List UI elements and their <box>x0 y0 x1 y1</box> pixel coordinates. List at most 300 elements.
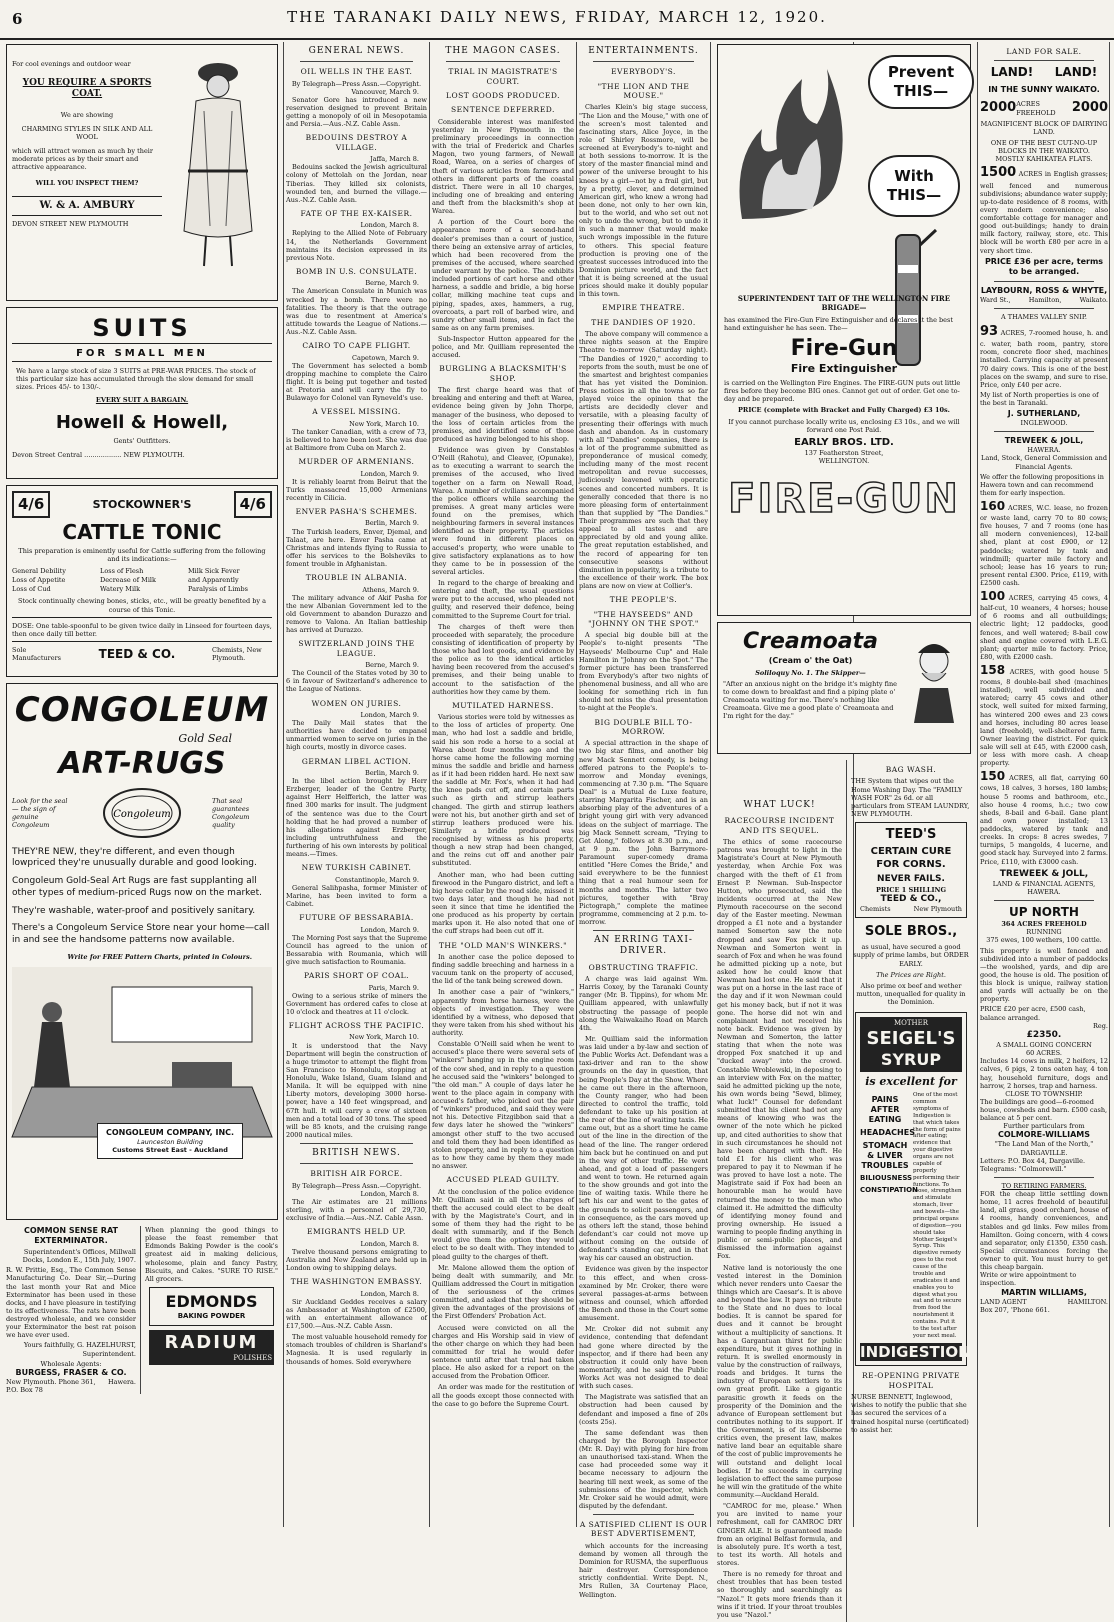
news-text: In the libel action brought by Herr Erzberger, leader of the Centre Party, against Herr Helfferich, the latter was fined 300 marks for insult. The judgment of the sentence was due to the Court holding that he had proved a number of his allegations against Erzberger, including untruthfulness and the furthering of his own interests by political means.—Times. <box>286 777 427 859</box>
brand-name: Fire-Gun <box>790 335 898 361</box>
article-subhead: BIG DOUBLE BILL TO-MORROW. <box>594 717 693 736</box>
ad-heading: YOU REQUIRE A SPORTS COAT. <box>22 78 152 100</box>
firm-address: Box 207, 'Phone 661. <box>980 1305 1050 1314</box>
firm-address: Letters: P.O. Box 44, Dargaville. <box>980 1156 1086 1165</box>
symptom: Loss of Appetite <box>12 576 66 585</box>
brand-sub: (Cream o' the Oat) <box>768 655 853 665</box>
ad-price: PRICE (complete with Bracket and Fully Charged) £3 10s. <box>738 406 950 415</box>
edmonds-radium-ad <box>141 1226 278 1394</box>
firm-city: HAWERA. <box>1027 446 1061 455</box>
brand-sub: MOTHER <box>893 1019 929 1028</box>
property-item <box>980 589 1108 661</box>
firm-sub: "The Land Man of the North," <box>994 1140 1094 1149</box>
article-subhead: LOST GOODS PRODUCED. <box>446 91 560 100</box>
news-dateline: London, March 8. <box>360 1289 419 1298</box>
news-dateline: London, March 8. <box>360 1239 419 1248</box>
ad-body: R. W. Prittie, Esq., The Common Sense Manufacturing Co. Dear Sir,—During the last month your Rat and Mice Exterminator has been used in these docks, and I have pleasure in testifying to its effectiveness. The rats have been destroyed wholesale, and we consider your Exterminator the best rat poison we have ever used. <box>6 1266 136 1340</box>
column-1-ads <box>2 42 282 1527</box>
firm-city: DARGAVILLE. <box>1020 1148 1068 1157</box>
ad-paragraph: They're washable, water-proof and positively sanitary. <box>12 905 256 916</box>
ad-body: ACRES in English grasses; well fenced and numerous subdivisions; abundance water supply; up-to-date residence of 8 rooms, with every modern convenience; also comfortable cottage for manager and good out-buildings; handy to drain milk factory, railway, store, etc. This block will be worth £80 per acre in a very short time. <box>980 170 1108 255</box>
article-subhead: "THE LION AND THE MOUSE." <box>597 81 690 100</box>
news-text: The Council of the States voted by 30 to 6 in favour of Switzerland's adherence to the League of Nations. <box>286 669 427 694</box>
news-text: Bedouins sacked the Jewish agricultural colony of Mettolah on the Jordan, near Tiberias. They killed six colonists, wounded ten, and burned the village.—Aus.-N.Z. Cable Assn. <box>286 163 427 204</box>
property-desc: ACRES, with good house 5 rooms, 8 double-bail shed (machines installed), well subdivided and watered; carry 45 cows and other stock, well suited for mixed farming, has wintered 200 ewes and 23 cows and horses, including 80 acres lease land (freehold), well-sheltered farm. Owner leaving the district. For quick sale will sell at £45, with £2000 cash, or less with more cash. A cheap property. <box>980 668 1108 768</box>
brand-name: CONGOLEUM <box>14 690 270 730</box>
firm-name: TEED & CO., <box>880 893 942 904</box>
news-text: Senator Gore has introduced a new reservation designed to prevent Britain getting a monopoly of oil in Mesopotamia and Persia.—Aus.-N.Z. Cable Assn. <box>286 95 427 129</box>
paragraph: At the conclusion of the police evidence Mr. Quilliam said in all the charges of theft the accused could elect to be dealt with by the Magistrate's Court, and in some of them they had the right to be dealt with summarily, and if the Bench would give them the option they would elect to be so dealt with. They intended to plead guilty to the charges of theft. <box>432 1187 574 1261</box>
firm-name: BURGESS, FRASER & CO. <box>15 1367 127 1377</box>
news-dateline: Athens, March 9. <box>362 585 419 594</box>
acreage: 1500 <box>980 165 1017 181</box>
paragraph: A special big double bill at the People's to-night presents "The Hayseeds' Melbourne Cup" and Hale Hamilton in "Johnny on the Spot." The former picture has been transferred from Everybody's after two nights of phenomenal business, and all who are looking for something rich in fun should not miss the dual presentation to-night at the People's. <box>579 631 708 713</box>
paragraph: An order was made for the restitution of all the goods except those connected with the case to go before the Supreme Court. <box>432 1383 574 1408</box>
ailment: STOMACH & LIVER TROUBLES <box>861 1141 909 1171</box>
news-byline: By Telegraph—Press Assn.—Copyright. <box>291 1181 422 1190</box>
news-dateline: London, March 9. <box>360 925 419 934</box>
ad-body: When planning the good things to please the feast remember that Edmonds Baking Powder is the cook's greatest aid in making delicious, wholesome, plain and fancy Pastry, Biscuits, and Cakes. "SURE TO RISE." All grocers. <box>145 1226 278 1283</box>
firm-city: HAWERA. <box>1027 888 1061 896</box>
news-headline: WOMEN ON JURIES. <box>311 698 402 708</box>
news-dateline: Constantinople, March 9. <box>335 875 419 884</box>
news-dateline: London, March 9. <box>360 469 419 478</box>
acreage: 2000 <box>1071 100 1108 116</box>
ad-subtitle: STOCKOWNER'S <box>92 497 192 511</box>
ad-line: ACRES FREEHOLD <box>1016 100 1056 117</box>
ad-title: COMMON SENSE RAT EXTERMINATOR. <box>24 1226 118 1245</box>
news-headline: CAIRO TO CAPE FLIGHT. <box>302 341 411 351</box>
property-desc: ACRES, carrying 45 cows, 4 half-cut, 10 weaners, 4 horses; house of 6 rooms and all outbuildings; electric light; 12 paddocks, good fences, and well watered; 8-bail cow shed and engine covered with L.E.G. plant; quarter mile to factory. Price, £80, with £2000 cash. <box>980 594 1108 661</box>
firm-sub: LAND & FINANCIAL AGENTS, <box>992 879 1096 888</box>
property-item <box>980 499 1108 587</box>
ailment: HEADACHES <box>860 1128 915 1138</box>
ad-price: PRICE £36 per acre, terms to be arranged. <box>984 256 1104 276</box>
ailment: PAINS AFTER EATING <box>868 1095 902 1125</box>
page-number: 6 <box>12 10 23 28</box>
news-dateline: Capetown, March 9. <box>352 353 419 362</box>
paragraph: Sub-Inspector Hutton appeared for the police, and Mr. Quilliam represented the accused. <box>432 335 574 360</box>
article-subhead: ACCUSED PLEAD GUILTY. <box>446 1175 560 1185</box>
symptom: Paralysis of Limbs <box>188 585 248 594</box>
acreage: 100 <box>980 589 1006 604</box>
ad-line: That seal guarantees Congoleum quality <box>212 796 250 829</box>
paragraph: A special attraction in the shape of two big star films, and another big new Mack Sennett comedy, is being offered patrons to the People's to-morrow and Monday evenings, commencing at 7.30 p.m. "The Square Deal" is a Mutual de Luxe feature, starring Margarita Fischer, and is an absorbing play of the adventures of a bright young girl with very advanced ideas on the subject of marriage. The big Mack Sennett scream, "Trying to Get Along," follows at 8.30 p.m., and at 9 p.m. the John Barrymore-Paramount super-comedy drama entitled "Here Comes the Bride," and said everywhere to be the funniest thing that a real humour seen for months and months. The latter two pictures, together with "Bray Pictograph," complete the matinee programme, commencing at 2 p.m. to-morrow. <box>579 739 708 926</box>
ad-body: If you cannot purchase locally write us, enclosing £3 10s., and we will forward one Post Paid. <box>728 417 960 434</box>
seigels-syrup-ad <box>855 1012 971 1366</box>
firm-name: J. SUTHERLAND, <box>1007 409 1081 419</box>
suits-ad <box>6 307 278 479</box>
ad-body: This property is well fenced and subdivided into a number of paddocks—the woolshed, yards, and dip are good, the house is old. The position of this block is unique, railway station and yards will actually be on the property. <box>980 946 1108 1004</box>
ad-paragraph: THEY'RE NEW, they're different, and even though lowpriced they're unusually durable and good looking. <box>12 846 257 869</box>
paragraph: Constable O'Neill said when he went to accused's place there were several sets of "winkers" hanging up in the engine room of the cow shed, and in reply to a question he accused said the "winkers" belonged to "the old man." A couple of days later he went to the place again in company with accused's father, who picked out the pair of "winkers" produced, and said they were not his. Detective Fitzgibbon said that a few days later he showed the "winkers" amongst other stuff to the two accused and told them they had been identified as stolen property, and in reply to a question as to how they came by them they made no answer. <box>432 1040 574 1170</box>
news-text: The most valuable household remedy for stomach troubles of children is Sharland's Magnesia. It is used regularly in thousands of homes. Sold everywhere <box>286 1333 427 1366</box>
ad-line: RUNNING <box>1026 928 1062 937</box>
acreage: 150 <box>980 769 1006 784</box>
symptom: and Apparently <box>188 576 239 585</box>
article-subhead: THE "OLD MAN'S WINKERS." <box>438 940 568 950</box>
company-building: Launceston Building <box>137 1137 203 1146</box>
ad-line: Write for FREE Pattern Charts, printed in Colours. <box>67 952 252 961</box>
symptom: Decrease of Milk <box>100 576 156 585</box>
ad-line: ONE OF THE BEST CUT-NO-UP BLOCKS IN THE WAIKATO. <box>990 138 1098 155</box>
firm-name: TREWEEK & JOLL, <box>999 868 1089 879</box>
firm-address: Devon Street Central .................. NEW PLYMOUTH. <box>12 450 185 459</box>
paragraph: In another case the police deposed to finding saddle breeching and harness in a vacuum tank on the property of accused, the lid of the tank being screwed down. <box>432 952 574 986</box>
congoleum-company-box <box>97 1123 243 1159</box>
firm-city: Hamilton, <box>1028 295 1062 304</box>
news-headline: ENVER PASHA'S SCHEMES. <box>295 507 418 516</box>
firm-sub: Gents' Outfitters. <box>113 436 171 445</box>
ad-heading: A THAMES VALLEY SNIP. <box>1001 312 1087 321</box>
paragraph: Mr. Quilliam said the information was laid under a by-law and section of the Public Works Act. Defendant was a taxi-driver and ran to the show grounds on the day in question, that being People's Day at the Show. Where he came out there in the afternoon, the County ranger, who had been directed to control the traffic, told defendant to take up his position at the rear of the line of waiting taxis. He came out, but as a short time he came out of the line in the direction of the head of the line. The ranger ordered him back but he continued on and put in the way of other traffic. He went ahead, and got a load of passengers and went to town. He returned again to the show grounds and got into the line of waiting taxis. While there he left his car and went to the gates of the grounds to solicit passengers, and in consequence, as the cars moved up as others left the stand, those behind defendant's car could not move up without coming on the outside of defendant's standing car, and in that way his car caused an obstruction. <box>579 1034 708 1263</box>
fire-gun-ad <box>717 44 971 616</box>
news-text: The Air estimates are 21 millions sterling, with a personnel of 29,730, exclusive of India.—Aus.-N.Z. Cable Assn. <box>286 1197 427 1223</box>
section-title: GENERAL NEWS. <box>308 46 405 56</box>
paragraph: The above company will commence a three nights season at the Empire Theatre to-morrow (Saturday night). "The Dandies of 1920," according to reports from the south, must be one of the smartest and brightest companies that has yet visited the Dominion. Press notices in all the towns so far played voice the opinion that the artists are decidedly clever and versatile, with a pleasing faculty of presenting their offerings with much dash and abandon. As in customary with all "Dandies" companies, there is a lot of the programme submitted as preponderance of musical comedy, including many of the most recent metropolitan and revue successes, judiciously leavened with operatic scenes and concerted numbers. It is generally conceded that there is no more pleasing form of entertainment than that supplied by "The Dandies." Their programmes are such that they appeal to all tastes and are appreciated by old and young alike. The great reputation established, and the record of appearing for ten consecutive seasons without diminution in popularity, is a tribute to the excellence of their work. The box plans are now on view at Collier's. <box>579 330 708 590</box>
paragraph: Evidence was given by the inspector to this effect, and when cross-examined by Mr. Croker, there were several passages-at-arms between witness and counsel, which afforded the Bench and those in the Court some amusement. <box>579 1265 708 1323</box>
ad-body: THE System that wipes out the Home Washing Day. The "FAMILY WASH FOR" 2s 6d. or all particulars from STEAM LAUNDRY, NEW PLYMOUTH. <box>851 777 970 818</box>
paragraph: Considerable interest was manifested yesterday in New Plymouth in the preliminary proceedings in connection with the trial of Frederick and Charles Magon, two young farmers, of Newall Road, Warea, on a series of charges of theft of various articles from farmers and others in different parts of the coastal district. There were in all 10 charges, including one of breaking and entering and theft from the blacksmith's shop at Warea. <box>432 117 574 216</box>
ad-body: has examined the Fire-Gun Fire Extinguisher and declares it the best hand extinguisher he has seen. The— <box>724 315 953 332</box>
paragraph: Mr. Croker did not submit any evidence, contending that defendant had gone where directed by the inspector, and if there had been any obstruction it could only have been momentarily, and he said the Public Works Act was not designed to deal with such cases. <box>579 1325 708 1391</box>
ad-signature: Yours faithfully, G. HAZELHURST, Superintendent. <box>23 1341 136 1358</box>
ad-paragraph: Congoleum Gold-Seal Art Rugs are fast supplanting all other types of medium-priced Rugs now on the market. <box>12 876 262 898</box>
firm-address: New Plymouth. Phone 361, P.O. Box 78 <box>6 1377 96 1394</box>
news-dateline: London, March 8. <box>360 1189 419 1198</box>
ailment-list <box>860 1092 918 1340</box>
paragraph: In another case a pair of "winkers," apparently from horse harness, were the objects of investigation. They were identified by a witness, who deposed that they were taken from his shed without his authority. <box>432 988 574 1037</box>
ad-price: PRICE £20 per acre, £500 cash, balance arranged. <box>980 1005 1086 1022</box>
news-dateline: Berne, March 9. <box>365 661 419 669</box>
ad-line: Reg. <box>1093 1021 1108 1030</box>
rat-exterminator-ad <box>6 1226 141 1394</box>
paragraph: Another man, who had been cutting firewood in the Pungaro district, and left a big horse collar by the road side, missed it two days later, and though he had not seen it since that time he identified the one produced as his property by certain marks upon it. He also noted that one of the cuff straps had been cut off it. <box>432 870 574 936</box>
news-headline: TROUBLE IN ALBANIA. <box>305 573 408 583</box>
ad-heading: A SMALL GOING CONCERN <box>996 1041 1092 1049</box>
paragraph: which accounts for the increasing demand by women all through the Dominion for RUSMA, the superfluous hair destroyer. Correspondence strictly confidential. Write Dept. N., Mrs Rullen, 3A Courtenay Place, Wellington. <box>579 1541 708 1599</box>
svg-text:Congoleum: Congoleum <box>113 808 171 820</box>
property-desc: ACRES, all flat, carrying 60 cows, 18 calves, 3 horses, 180 lambs; house 5 rooms and bathroom, etc., also house 4 rooms, h.c.; two cow sheds, 8-bail and 6-bail. Gane plant and own power installed; 13 paddocks, watered by tank and creeks. In crops: 8 acres swedes, 7 turnips, 5 mangolds, 4 lucerne, and good stack hay. Surveyed into 2 farms. Price, £110, with £3000 cash. <box>980 774 1108 866</box>
symptom-list <box>12 567 272 593</box>
ad-body: is carried on the Wellington Fire Engines. The FIRE-GUN puts out little fires before they become BIG ones. Cannot get out of order. Get one to-day and be prepared. <box>724 379 961 404</box>
news-dateline: Berne, March 9. <box>365 279 419 288</box>
article-title: THE MAGON CASES. <box>445 46 561 56</box>
ad-line: CHARMING STYLES IN SILK AND ALL WOOL <box>21 124 153 141</box>
paragraph: "CAMROC for me, please." When you are invited to name your refreshment, call for CAMROC DRY GINGER ALE. It is guaranteed made from an original Belfast formula, and is absolutely pure. It's worth a test, to test its worth. All hotels and stores. <box>717 1502 842 1567</box>
ad-heading: TO RETIRING FARMERS. <box>1001 1181 1087 1190</box>
firm-branch: Hawera. <box>107 1377 136 1386</box>
ad-body: NURSE BENNETT, Inglewood, wishes to notify the public that she has secured the services of a trained hospital nurse (certificated) to assist her. <box>851 1393 969 1434</box>
ad-line: CLOSE TO TOWNSHIP. <box>1005 1089 1083 1098</box>
news-dateline: London, March 9. <box>360 710 419 719</box>
ad-line: Soliloquy No. 1. The Skipper— <box>755 668 866 677</box>
paragraph: The first charge heard was that of breaking and entering and theft at Warea, evidence being given by John Thorpe, manager of the business, who deposed to the loss of certain articles from the premises, and identified some of those produced as having belonged to his shop. <box>432 386 574 443</box>
section-title: BRITISH NEWS. <box>312 1148 401 1158</box>
news-text: The Government has selected a bomb dropping machine to complete the Cairo flight. It is being put together and tested at Pretoria and will carry the fly to Bulawayo for Colonel van Ryneveld's use. <box>286 361 427 403</box>
ad-line: Write or wire appointment to inspection. <box>980 1271 1077 1288</box>
acreage: 160 <box>980 499 1006 513</box>
news-headline: BRITISH AIR FORCE. <box>310 1169 403 1179</box>
paragraph: A charge was laid against Wm. Harris Coxey, by the Taranaki County ranger (Mr. B. Tippins), for whom Mr. Quilliam appeared, with unlawfully obstructing the passage of people along the Waiwakaiho Road on March 4th. <box>579 975 708 1032</box>
article-subhead: EMPIRE THEATRE. <box>602 303 685 313</box>
paragraph: Charles Klein's big stage success, "The Lion and the Mouse," with one of the screen's most talented and fascinating stars, Alice Joyce, in the role of Shirley Rossmore, will be screened at Everybody's to-night and at both sessions to-morrow. It is the story of the master financial mind and power of the universe brought to his knees by a girl—not by a frail girl, but by a pretty, clever, and determined American girl, who knew a wrong had been done, not only to her own kin, but to the world, and who set out not only to undo the wrong, but to undo it in such a manner that would make such wrongs impossible in the future to others. This special feature production is proving one of the greatest successes introduced into the Dominion picture world, and the fact that it is being screened at the usual prices should make it doubly popular in this town. <box>579 103 708 299</box>
article-title: WHAT LUCK! <box>743 800 816 810</box>
article-subhead: EVERYBODY'S. <box>611 67 676 77</box>
symptom: General Debility <box>12 567 66 575</box>
ad-heading: RE-OPENING PRIVATE HOSPITAL <box>862 1371 960 1390</box>
paragraph: There is no remedy for throat and chest troubles that has been tested so thoroughly and searchingly as "Nazol." It gets more friends than it wins if it tried. If your throat troubles you use "Nazol." <box>717 1570 842 1619</box>
ad-line: NEVER FAILS. <box>877 874 945 885</box>
news-headline: PARIS SHORT OF COAL. <box>303 971 410 981</box>
ad-line: 364 ACRES FREEHOLD <box>1001 920 1087 929</box>
acreage: 2000 <box>980 100 1017 116</box>
ad-title: ART-RUGS <box>58 746 226 782</box>
article-subhead: THE DANDIES OF 1920. <box>591 317 696 327</box>
paragraph: Various stories were told by witnesses as to the loss of articles of property. One man, who had lost a saddle and bridle, said his son rode a horse to a social at Warea about four months ago and the horse came home the following morning minus the saddle and bridle and harness as if it had been ridden hard. He next saw the saddle at Mr. Fox's, when it had had the knee pads cut off, and certain parts such as girth and stirrup leathers changed. The girth and stirrup leathers were not his, but another girth and set of stirrup leathers produced were his. Similarly a bridle produced was recognised by witness as his property, though a new strap had been changed, and the reins cut off and another pair substituted. <box>432 713 574 868</box>
firm-name: MARTIN WILLIAMS, <box>1001 1287 1087 1297</box>
gold-seal-icon <box>102 787 182 839</box>
ad-line: MAGNIFICENT BLOCK OF DAIRYING LAND. <box>980 119 1108 136</box>
ad-paragraph: There's a Congoleum Service Store near your home—call in and see the handsome patterns now available. <box>12 923 270 945</box>
property-item <box>980 663 1108 767</box>
acreage: 93 <box>980 323 999 339</box>
acreage: 158 <box>980 663 1006 677</box>
ad-heading: LAND! <box>1054 65 1098 80</box>
news-headline: EMIGRANTS HELD UP. <box>307 1227 406 1237</box>
news-text: The tanker Canadian, with a crew of 73, is believed to have been lost. She was due at Baltimore from Cuba on March 2. <box>286 427 427 452</box>
ad-body: This preparation is eminently useful for Cattle suffering from the following and its indications:— <box>18 546 266 563</box>
radium-logo <box>149 1330 274 1365</box>
paragraph: The Magistrate was satisfied that an obstruction had been caused by defendant and imposed a fine of 20s (costs 25s). <box>579 1393 708 1426</box>
article-subhead: OBSTRUCTING TRAFFIC. <box>588 962 699 972</box>
ad-body: Stock continually chewing bones, sticks, etc., will be greatly benefited by a course of this Tonic. <box>12 597 272 617</box>
news-dateline: Jaffa, March 8. <box>370 155 419 164</box>
paragraph: A portion of the Court bore the appearance more of a second-hand dealer's premises than a court of justice, there being an extensive array of articles, which had been recovered from the premises of the accused, where searched under warrant by the police. The exhibits included portions of cart horse and other harness, a saddle and bridle, a big horse collar, milking machine teat cups and piping, spades, axes, hammers, a rug, overcoats, a part roll of barbed wire, and sundry other small items, and in fact the same as on any farm premises. <box>432 218 574 332</box>
article-subhead: SENTENCE DEFERRED. <box>451 105 555 115</box>
article-subhead: THE PEOPLE'S. <box>609 595 678 605</box>
brand-sub: BAKING POWDER <box>177 1311 246 1320</box>
brand-name: RADIUM <box>164 1331 259 1353</box>
firm-name: TREWEEK & JOLL, <box>1004 436 1084 446</box>
symptom: Loss of Cud <box>12 585 51 594</box>
ad-body: Includes 14 cows in milk, 2 heifers, 12 calves, 6 pigs, 2 tons oaten hay, 4 ton hay, household furniture, dogs and harrow, 2 horses, trap and harness. <box>980 1057 1108 1090</box>
firm-sub: Land, Stock, General Commission and Financial Agents. <box>981 454 1107 471</box>
firm-address: Chemists, New Plymouth. <box>211 645 262 662</box>
section-title: ENTERTAINMENTS. <box>588 46 699 56</box>
brand-name: SYRUP <box>880 1050 942 1070</box>
firm-city: WELLINGTON. <box>818 457 870 466</box>
ad-body: My list of North properties is one of the best in Taranaki. <box>980 390 1099 407</box>
ad-line: Sole Manufacturers <box>12 645 62 662</box>
news-headline: BOMB IN U.S. CONSULATE. <box>295 266 418 276</box>
ad-line: which will attract women as much by their moderate prices as by their smart and attractive appearance. <box>12 147 153 172</box>
firm-address: New Plymouth <box>913 904 962 913</box>
symptom: Watery Milk <box>100 585 141 594</box>
news-text: Replying to the Allied Note of February 14, the Netherlands Government maintains its decision expressed in its previous Note. <box>286 229 427 262</box>
ad-body: FOR the cheap little settling down home, 11 acres freehold of beautiful land, all grass, good orchard, house of 4 rooms, handy conveniences, and stables and gd links. Few miles from Hamilton. Going concern, with 4 cows and separator, only £1350, £350 cash. Special circumstances forcing the owner to quit. You must hurry to get this cheap bargain. <box>980 1190 1108 1272</box>
news-headline: NEW TURKISH CABINET. <box>301 863 412 873</box>
ad-body: The buildings are good—6-roomed house, cowsheds and barn. £500 cash, balance at 5 per cent. <box>980 1097 1108 1123</box>
ad-line: 60 ACRES. <box>1026 1049 1062 1058</box>
news-text: Owing to a serious strike of miners the Government has ordered cafes to close at 10 o'clock and theatres at 11 o'clock. <box>286 991 427 1016</box>
firm-name: LAYBOURN, ROSS & WHYTE, <box>980 285 1108 295</box>
sole-bros-ad <box>851 924 971 1006</box>
news-headline: BEDOUINS DESTROY A VILLAGE. <box>305 133 408 152</box>
price-badge: 4/6 <box>12 491 50 518</box>
ailment: CONSTIPATION <box>860 1185 918 1194</box>
firm-city: HAMILTON. <box>1067 1297 1108 1306</box>
symptom: Milk Sick Fever <box>188 567 240 575</box>
firm-name: COLMORE-WILLIAMS <box>997 1130 1090 1140</box>
paragraph: In regard to the charge of breaking and entering and theft, the usual questions were put to the accused, who pleaded not guilty, and reserved their defence, being committed to the Supreme Court for trial. <box>432 579 574 620</box>
masthead <box>0 0 1114 40</box>
brand-name: SEIGEL'S <box>866 1027 956 1049</box>
firm-city: INGLEWOOD. <box>1020 419 1068 428</box>
news-byline: By Telegraph—Press Assn.—Copyright. <box>291 79 422 88</box>
column-6-ads <box>846 760 975 1622</box>
article-title: AN ERRING TAXI-DRIVER. <box>594 935 693 957</box>
news-text: The Morning Post says that the Supreme Council has agreed to the union of Bessarabia with Roumania, which will give much satisfaction to Roumania. <box>286 933 427 966</box>
article-subhead: "THE HAYSEEDS" AND "JOHNNY ON THE SPOT." <box>588 609 699 628</box>
ad-subtitle: FOR SMALL MEN <box>12 348 272 362</box>
news-text: Twelve thousand persons emigrating to Australia and New Zealand are held up in London owing to shipping delays. <box>286 1247 427 1272</box>
ad-line: EVERY SUIT A BARGAIN. <box>95 395 189 404</box>
firm-sub: Chemists <box>860 904 891 913</box>
room-rug-illustration-icon <box>12 967 272 1137</box>
ad-price: PRICE 1 SHILLING <box>875 885 947 894</box>
news-dateline: Berlin, March 9. <box>365 519 419 528</box>
paragraph: The charges of theft were then proceeded with separately, the procedure consisting of identification of property by those who had lost goods, and evidence by the police as to the identical articles having been recovered from the accused's premises, and their being unable to account to the satisfaction of the authorities how they came by them. <box>432 622 574 696</box>
ad-body: ACRES, 7-roomed house, h. and c. water, bath room, pantry, store room, concrete floor shed, machines installed. Carrying capacity at present 70 dairy cows. This is one of the best places on the swamp, and sure to rise. Price, only £40 per acre. <box>980 328 1108 389</box>
firm-name: Howell & Howell, <box>55 412 229 433</box>
ad-line: For cool evenings and outdoor wear <box>12 60 131 68</box>
ad-price: £2350. <box>1026 1029 1062 1040</box>
property-list <box>980 499 1108 866</box>
news-dateline: New York, March 10. <box>349 419 419 428</box>
ad-line: IN THE SUNNY WAIKATO. <box>988 85 1100 95</box>
news-headline: GERMAN LIBEL ACTION. <box>301 756 412 766</box>
news-text: It is understood that the Navy Department will begin the construction of a huge trimotor to attempt the flight from San Francisco to Honolulu, stopping at Honolulu, Wake Island, Guam Island and Manila. It will be equipped with nine Liberty motors, developing 3000 horse-power, have a 140 feet wingspread, and 67ft hull. It will carry a crew of sixteen men and a total load of 30 tons. The speed will be 85 knots, and the cruising range 2000 nautical miles. <box>286 1041 427 1139</box>
company-name: CONGOLEUM COMPANY, INC. <box>106 1127 235 1137</box>
news-text: It is reliably learnt from Beirut that the Turks massacred 15,000 Armenians recently in Cilicia. <box>286 477 427 502</box>
ad-title: CATTLE TONIC <box>62 519 222 544</box>
column-7-land-for-sale <box>980 42 1108 1527</box>
ad-line: WILL YOU INSPECT THEM? <box>35 179 139 188</box>
ad-body: We have a large stock of size 3 SUITS at PRE-WAR PRICES. The stock of this particular size has accumulated through the slow demand for small sizes. Prices 45/- to 130/-. <box>16 366 256 391</box>
ad-line: We are showing <box>60 110 114 119</box>
firm-name: TEED & CO. <box>98 646 176 661</box>
column-2-general-news <box>286 42 427 1527</box>
brand-logo: FIRE-GUN <box>728 475 960 522</box>
news-headline: MURDER OF ARMENIANS. <box>298 457 415 467</box>
firm-name: EARLY BROS. LTD. <box>794 436 894 448</box>
news-headline: A VESSEL MISSING. <box>312 407 401 417</box>
brand-sub: POLISHES <box>233 1354 272 1363</box>
ad-title: SUITS <box>12 313 272 344</box>
article-subhead: MUTILATED HARNESS. <box>452 700 554 710</box>
ad-line: is excellent for <box>865 1075 957 1089</box>
news-headline: SWITZERLAND JOINS THE LEAGUE. <box>298 639 415 658</box>
property-item <box>980 769 1108 865</box>
news-headline: OIL WELLS IN THE EAST. <box>300 67 413 77</box>
news-headline: THE WASHINGTON EMBASSY. <box>290 1277 423 1287</box>
symptom: Loss of Flesh <box>100 567 144 575</box>
ad-line: SUPERINTENDENT TAIT OF THE WELLINGTON FIRE BRIGADE— <box>737 294 951 312</box>
firm-sub: LAND AGENT <box>980 1297 1027 1306</box>
section-title: LAND FOR SALE. <box>1006 47 1082 56</box>
ad-line: 375 ewes, 100 wethers, 100 cattle. <box>986 936 1102 945</box>
woman-coat-illustration-icon <box>166 51 271 276</box>
ad-body: "After an anxious night on the bridge it's mighty fine to come down to breakfast and find a piping plate o' Creamoata waiting for me. There's nothing like Creamoata. Give me a good plate o' Creamoata and I'm right for the day." <box>723 679 897 721</box>
newspaper-title: THE TARANAKI DAILY NEWS, FRIDAY, MARCH 12, 1920. <box>287 8 827 26</box>
brand-name: TEED'S <box>885 827 937 842</box>
firm-name: SOLE BROS., <box>864 924 958 939</box>
firm-address: Telegrams: "Colmorewill." <box>980 1164 1067 1173</box>
company-address: Customs Street East - Auckland <box>112 1145 228 1154</box>
news-dateline: Vancouver, March 9. <box>351 87 419 96</box>
ad-heading: With THIS— <box>868 155 960 217</box>
paragraph: Accused were convicted on all the charges and His Worship said in view of the other charge on which they had been committed for trial he would defer sentence until after that trial had taken place. He also asked for a report on the accused from the Probation Officer. <box>432 1323 574 1381</box>
firm-address: DEVON STREET NEW PLYMOUTH <box>12 220 129 228</box>
ad-body: as usual, have secured a good supply of prime lambs, but ORDER EARLY. <box>853 943 969 968</box>
brand-sub: Fire Extinguisher <box>790 362 898 376</box>
news-headline: FUTURE OF BESSARABIA. <box>299 913 414 923</box>
article-subhead: RACECOURSE INCIDENT AND ITS SEQUEL. <box>724 816 835 835</box>
ad-heading: A SATISFIED CLIENT IS OUR BEST ADVERTISEMENT, <box>579 1520 708 1539</box>
article-subhead: BURGLING A BLACKSMITH'S SHOP. <box>439 364 567 383</box>
news-text: The military advance of Akif Pasha for the new Albanian Government led to the old Government to abandon Durazzo and remove to Valona. An Italian battleship has arrived at Durazzo. <box>286 593 427 635</box>
congoleum-ad <box>6 683 278 1220</box>
paragraph: Native land is notoriously the one vested interest in the Dominion which never renders unto Caesar the things which are Caesar's. It is above and beyond the law. It pays no tribute to the State and no dues to local bodies. It is cannot be spared for dues and it cannot be brought without a multiplicity of sanctions. It has a Gargantuan thirst for public expenditure, but it gives nothing in return. It is swelled enormously in value by the construction of railways, roads and bridges. It turns the industry of European settlers to its own great profit. Like a gigantic parasitic growth it feeds on the prosperity of the Dominion and the advance of European settlement but contributes nothing to its support. If the Government, is of its Gisborne critics even, the present law, makes native land bear an equitable share of the cost of public improvements he will outstand and delight local bodies. If he succeeds in carrying legislation to effect the same purpose he will win the gratitude of the white community.—Auckland Herald. <box>717 1263 843 1499</box>
teeds-corn-cure-ad <box>855 822 967 918</box>
news-dateline: Berlin, March 9. <box>365 768 419 777</box>
ambury-sports-coat-ad <box>6 44 278 301</box>
ad-body: DOSE: One table-spoonful to be given twice daily in Linseed for fourteen days, then once daily till better. <box>12 622 272 642</box>
firm-name: W. & A. AMBURY <box>12 196 162 217</box>
brand-sub: Gold Seal <box>178 731 232 745</box>
ad-meta: Superintendent's Offices, Millwall Docks, London E., 15th July, 1907. <box>22 1248 136 1265</box>
news-dateline: London, March 8. <box>360 221 419 230</box>
news-list <box>286 67 427 1139</box>
ad-heading: BAG WASH. <box>885 765 937 774</box>
column-3-magon-cases <box>432 42 574 1527</box>
ad-body: One of the most common symptoms of Indigestion is that which takes the form of pains after eating; evidence that your digestive organs are not capable of properly performing their functions. To loose, strengthen and stimulate stomach, liver and bowels—the principal organs of digestion—you should take Mother Seigel's Syrup. This digestive remedy goes to the root cause of the trouble and eradicates it and enables you to digest what you eat and to secure from food the nourishment it contains. Put it to the test after your next meal. <box>913 1092 962 1339</box>
article-subhead: TRIAL IN MAGISTRATE'S COURT. <box>448 67 558 86</box>
cattle-tonic-ad <box>6 485 278 677</box>
ad-heading: LAND! <box>990 65 1034 80</box>
ad-heading: CERTAIN CURE FOR CORNS. <box>870 846 952 870</box>
ad-line: Look for the seal— the sign of genuine Congoleum <box>12 796 68 829</box>
news-text: The American Consulate in Munich was wrecked by a bomb. There were no fatalities. The theory is that the outrage was due to resentment at America's attitude towards the League of Nations.—Aus.-N.Z. Cable Assn. <box>286 287 427 336</box>
creamoata-ad <box>717 622 971 754</box>
ad-line: Further particulars from <box>1003 1122 1085 1131</box>
skipper-portrait-icon <box>904 633 964 723</box>
ad-body: Also prime ox beef and wether mutton, unequalled for quality in the Dominion. <box>856 981 966 1006</box>
price-badge: 4/6 <box>234 491 272 518</box>
firm-region: Waikato. <box>1079 295 1108 304</box>
firm-address: 137 Featherston Street, <box>804 449 884 458</box>
paragraph: The same defendant was then charged by the Borough Inspector (Mr. R. Day) with plying for hire from an unauthorised taxi-stand. When the case had proceeded some way it became necessary to adjourn the hearing till next week, as some of the submissions of the inspector, which Mr. Croker said he would admit, were disputed by the defendant. <box>579 1428 708 1510</box>
what-luck-article <box>713 760 846 1622</box>
ad-body: We offer the following propositions in Hawera town and can recommend them for early inspection. <box>980 472 1104 497</box>
fire-illustration-icon <box>722 49 852 229</box>
news-text: The Turkish leaders, Enver, Djemal, and Talaat, are here. Enver Pasha came at Christmas and intends flying to Russia to offer his services to the Bolsheviks to foment trouble in Afghanistan. <box>286 527 427 568</box>
news-dateline: New York, March 10. <box>349 1033 419 1042</box>
ad-line: Wholesale Agents: <box>40 1359 102 1368</box>
firm-address: Ward St., <box>980 295 1011 304</box>
news-text: The Daily Mail states that the authorities have decided to empanel unmarried women to serve on juries in the high courts, mostly in divorce cases. <box>286 719 427 752</box>
